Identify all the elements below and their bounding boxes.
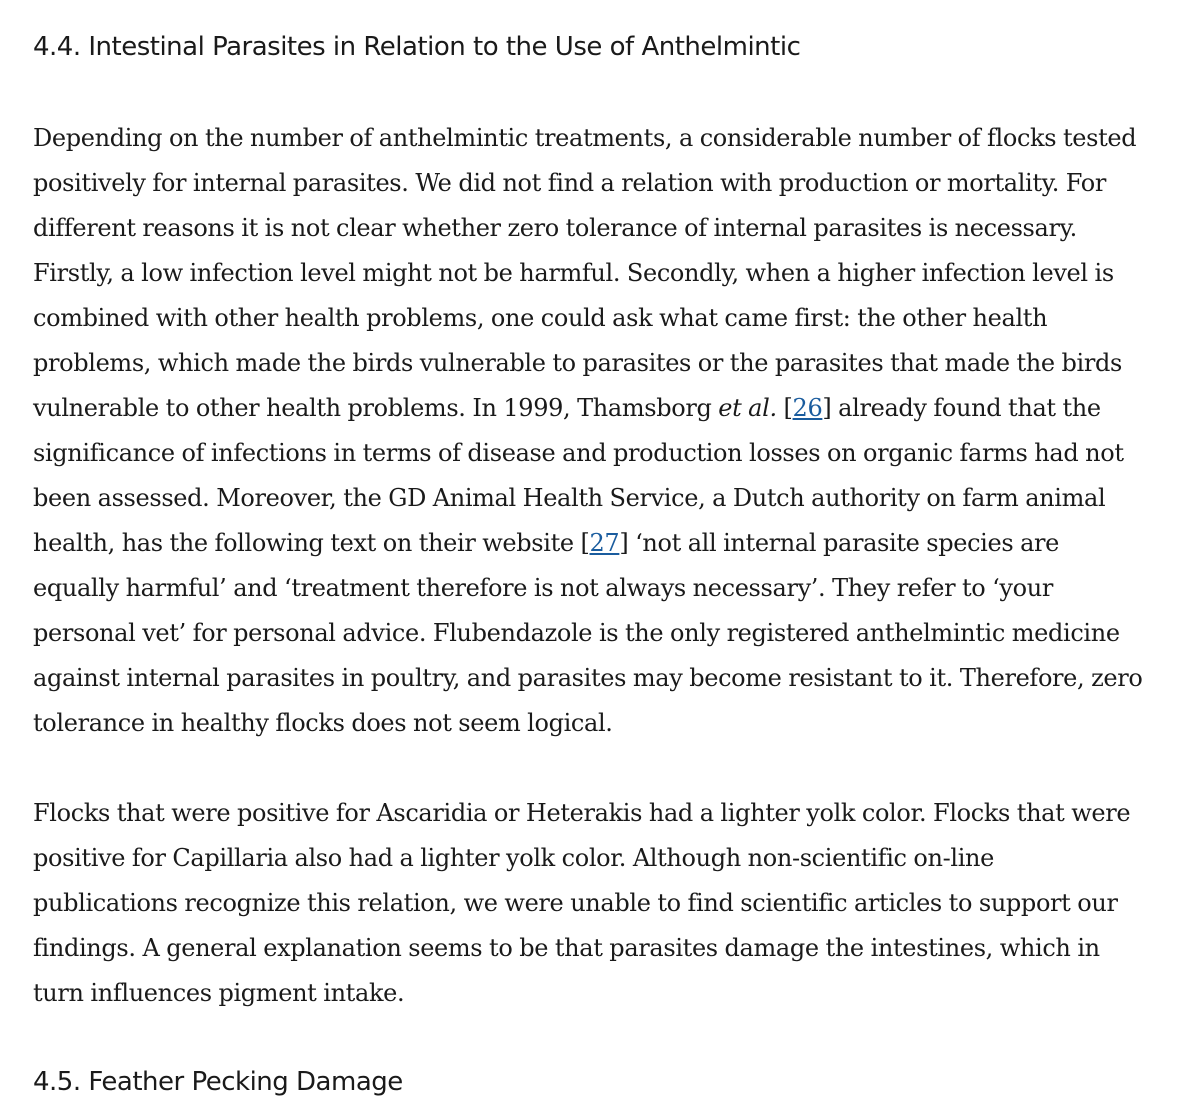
- paragraph-anthelmintic: [33, 116, 1143, 746]
- paragraph-yolk-color: Flocks that were positive for Ascaridia or Heterakis had a lighter yolk color. Flocks that were positive for Capillaria also had a lighter yolk color. Although non-scientific on-line publications recognize this relation, we were unable to find scientific articles to support our findings. A general explanation seems to be that parasites damage the intestines, which in turn influences pigment intake.: [33, 799, 1131, 1007]
- section-heading-4-5: 4.5. Feather Pecking Damage: [33, 1067, 403, 1097]
- paragraph-text: ] ‘not all internal parasite species are equally harmful’ and ‘treatment therefore is not always necessary’. They refer to ‘your personal vet’ for personal advice. Flubendazole is the only registered anthelmintic medicine against internal parasites in poultry, and parasites may become resistant to it. Therefore, zero tolerance in healthy flocks does not seem logical.: [33, 529, 1143, 737]
- paragraph-text: ] already found that the significance of infections in terms of disease and production losses on organic farms had not been assessed. Moreover, the GD Animal Health Service, a Dutch authority on farm animal health, has the following text on their website [: [33, 394, 1124, 557]
- bracket-open: [: [776, 394, 793, 422]
- et-al-text: et al.: [718, 394, 777, 422]
- section-heading-4-4: 4.4. Intestinal Parasites in Relation to the Use of Anthelmintic: [33, 32, 801, 62]
- reference-link-26[interactable]: 26: [792, 394, 823, 422]
- reference-link-27[interactable]: 27: [589, 529, 620, 557]
- paragraph-text: Depending on the number of anthelmintic treatments, a considerable number of flocks tested positively for internal parasites. We did not find a relation with production or mortality. For different reasons it is not clear whether zero tolerance of internal parasites is necessary. Firstly, a low infection level might not be harmful. Secondly, when a higher infection level is combined with other health problems, one could ask what came first: the other health problems, which made the birds vulnerable to parasites or the parasites that made the birds vulnerable to other health problems. In 1999, Thamsborg: [33, 124, 1137, 422]
